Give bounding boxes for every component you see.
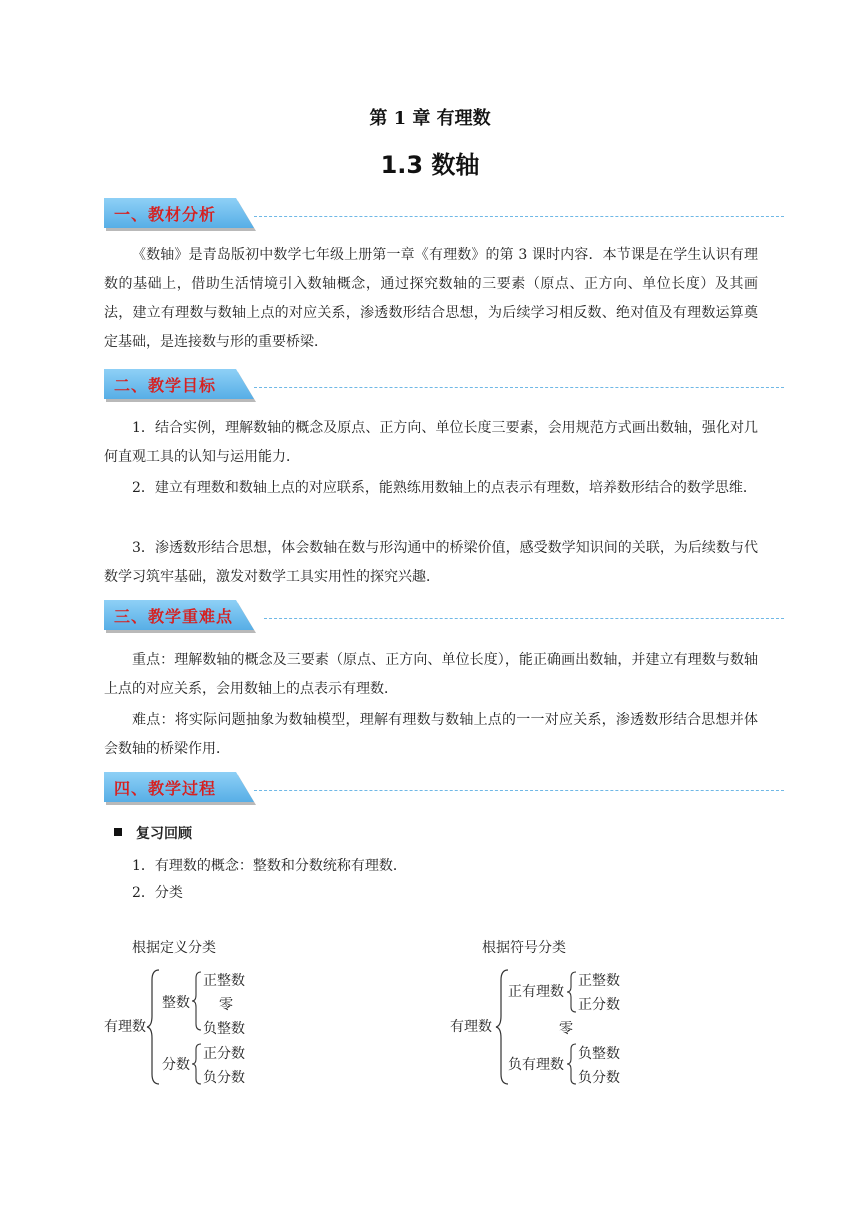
left-brace-icon	[191, 1042, 203, 1086]
section-header-process	[104, 772, 784, 806]
analysis-paragraph: 《数轴》是青岛版初中数学七年级上册第一章《有理数》的第 3 课时内容．本节课是在学生认识有理数的基础上，借助生活情境引入数轴概念，通过探究数轴的三要素（原点、正方向、单位长度）及其画法，建立有理数与数轴上点的对应关系，渗透数形结合思想，为后续学习相反数、绝对值及有理数运算奠定基础，是连接数与形的重要桥梁．	[104, 247, 758, 350]
classify-neg-int: 负整数	[203, 1021, 245, 1037]
classify-pos-rational: 正有理数	[508, 984, 564, 1000]
classify-root: 有理数	[104, 1019, 146, 1035]
section-header-goals	[104, 369, 784, 403]
classify-pos-frac: 正分数	[203, 1046, 245, 1062]
dashed-divider	[254, 216, 784, 217]
classify-neg-frac: 负分数	[203, 1070, 245, 1086]
classify-root: 有理数	[450, 1019, 492, 1035]
goal-item-2: 2．建立有理数和数轴上点的对应联系，能熟练用数轴上的点表示有理数，培养数形结合的数学思维．	[132, 480, 757, 496]
classify-neg-frac: 负分数	[578, 1070, 620, 1086]
left-brace-icon	[191, 970, 203, 1032]
section-label: 二、教学目标	[114, 376, 217, 395]
section-header-key-points	[104, 600, 784, 634]
classify-integer: 整数	[162, 995, 190, 1011]
left-brace-icon	[566, 1042, 578, 1086]
classify-pos-frac: 正分数	[578, 997, 620, 1013]
key-point-paragraph: 重点：理解数轴的概念及三要素（原点、正方向、单位长度），能正确画出数轴，并建立有理数与数轴上点的对应关系，会用数轴上的点表示有理数．	[104, 652, 758, 697]
review-item-2: 2．分类	[132, 885, 183, 901]
review-item-1: 1．有理数的概念：整数和分数统称有理数．	[132, 858, 407, 874]
dashed-divider	[264, 618, 784, 619]
lesson-title: 1.3 数轴	[380, 151, 480, 179]
difficult-point-paragraph: 难点：将实际问题抽象为数轴模型，理解有理数与数轴上点的一一对应关系，渗透数形结合思想并体会数轴的桥梁作用．	[104, 712, 758, 757]
section-label: 三、教学重难点	[114, 607, 234, 626]
section-label: 四、教学过程	[114, 779, 217, 798]
classify-caption: 根据定义分类	[132, 940, 216, 956]
classify-fraction: 分数	[162, 1057, 190, 1073]
classify-neg-int: 负整数	[578, 1046, 620, 1062]
section-header-analysis	[104, 198, 784, 232]
goal-item-1: 1．结合实例，理解数轴的概念及原点、正方向、单位长度三要素，会用规范方式画出数轴，强化对几何直观工具的认知与运用能力．	[104, 420, 758, 465]
square-bullet-icon	[114, 828, 122, 836]
classify-pos-int: 正整数	[203, 973, 245, 989]
section-label: 一、教材分析	[114, 205, 217, 224]
classify-zero: 零	[559, 1021, 573, 1037]
chapter-heading: 第 1 章 有理数	[369, 108, 491, 129]
classify-neg-rational: 负有理数	[508, 1057, 564, 1073]
classify-caption: 根据符号分类	[482, 940, 566, 956]
dashed-divider	[254, 790, 784, 791]
left-brace-icon	[146, 968, 162, 1086]
left-brace-icon	[566, 970, 578, 1014]
goal-item-3: 3．渗透数形结合思想，体会数轴在数与形沟通中的桥梁价值，感受数学知识间的关联，为后续数与代数学习筑牢基础，激发对数学工具实用性的探究兴趣．	[104, 540, 758, 585]
classify-pos-int: 正整数	[578, 973, 620, 989]
review-heading: 复习回顾	[114, 823, 192, 843]
dashed-divider	[254, 387, 784, 388]
classify-zero: 零	[219, 997, 233, 1013]
